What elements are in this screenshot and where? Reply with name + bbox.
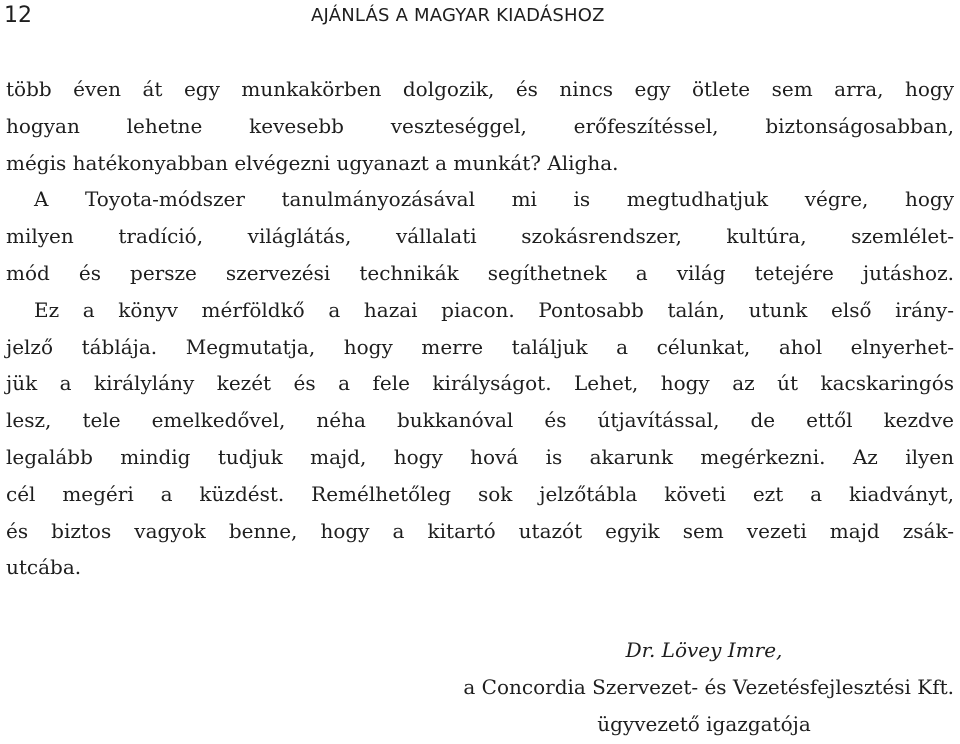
signature-block — [294, 632, 954, 742]
body-paragraphs — [6, 71, 954, 586]
text-line: és biztos vagyok benne, hogy a kitartó utazót egyik sem vezeti majd zsák- — [6, 518, 954, 543]
text-line: utcába. — [6, 555, 82, 580]
text-line: cél megéri a küzdést. Remélhetőleg sok jelzőtábla követi ezt a kiadványt, — [6, 481, 954, 506]
signature-name: Dr. Lövey Imre, — [625, 638, 783, 662]
running-head: AJÁNLÁS A MAGYAR KIADÁSHOZ — [311, 5, 605, 26]
text-line: A Toyota-módszer tanulmányozásával mi is megtudhatjuk végre, hogy — [34, 187, 954, 212]
text-line: hogyan lehetne kevesebb veszteséggel, erőfeszítéssel, biztonságosabban, — [6, 113, 954, 138]
text-line: jelző táblája. Megmutatja, hogy merre találjuk a célunkat, ahol elnyerhet- — [6, 334, 954, 359]
text-line: több éven át egy munkakörben dolgozik, és nincs egy ötlete sem arra, hogy — [6, 77, 954, 101]
page-number: 12 — [4, 3, 32, 28]
text-line: legalább mindig tudjuk majd, hogy hová is akarunk megérkezni. Az ilyen — [6, 444, 954, 469]
text-line: Ez a könyv mérföldkő a hazai piacon. Pontosabb talán, utunk első irány- — [34, 297, 954, 322]
text-line: mégis hatékonyabban elvégezni ugyanazt a munkát? Aligha. — [6, 150, 619, 175]
text-line: lesz, tele emelkedővel, néha bukkanóval és útjavítással, de ettől kezdve — [6, 408, 954, 433]
text-line: jük a királylány kezét és a fele királyságot. Lehet, hogy az út kacskaringós — [6, 371, 954, 396]
text-line: milyen tradíció, világlátás, vállalati szokásrendszer, kultúra, szemlélet- — [6, 224, 954, 249]
signature-title: ügyvezető igazgatója — [597, 711, 811, 736]
text-line: mód és persze szervezési technikák segíthetnek a világ tetejére jutáshoz. — [6, 260, 954, 285]
signature-organization: a Concordia Szervezet- és Vezetésfejlesztési Kft. — [463, 674, 954, 699]
page-header — [0, 0, 960, 32]
